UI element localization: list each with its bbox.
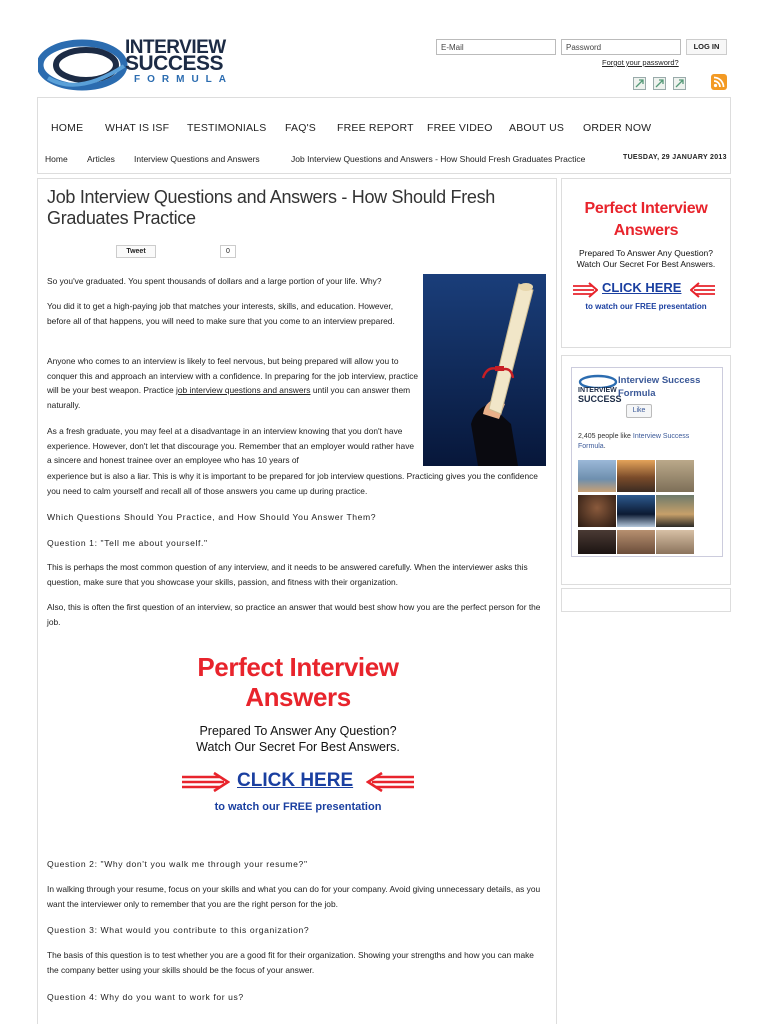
share-icon-1[interactable] (633, 77, 646, 90)
fb-people-link[interactable]: Interview Success Formula (578, 433, 690, 450)
sidebar-ad-footer: to watch our FREE presentation (585, 302, 707, 311)
sidebar-ad-click-row (566, 280, 726, 302)
fan-avatar-5[interactable] (617, 495, 655, 527)
share-icon-2[interactable] (653, 77, 666, 90)
question-1-paragraph-1: This is perhaps the most common question of any interview, and it needs to be answered carefully. When the interviewer asks this question, make sure that you showcase your skills, passion, and fitness with their organization. (47, 562, 528, 587)
question-1-paragraph-2: Also, this is often the first question of an interview, so practice an answer that would best show how you are the perfect person for the job. (47, 602, 541, 627)
arrow-right-icon (180, 771, 230, 793)
ad-headline-1: Perfect Interview (197, 652, 399, 682)
sidebar-empty-box (561, 588, 731, 612)
nav-faqs[interactable]: FAQ'S (285, 122, 317, 134)
fan-avatar-9[interactable] (656, 530, 694, 554)
fan-avatar-3[interactable] (656, 460, 694, 492)
sidebar-arrow-right-icon (572, 282, 598, 298)
fan-avatar-4[interactable] (578, 495, 616, 527)
logo-swoosh-icon (38, 36, 128, 94)
nav-free-video[interactable]: FREE VIDEO (427, 122, 493, 134)
sidebar-arrow-left-icon (690, 282, 716, 298)
question-4-heading: Question 4: Why do you want to work for us? (47, 992, 244, 1002)
link-job-interview-qa[interactable]: job interview questions and answers (175, 385, 311, 395)
fan-avatar-7[interactable] (578, 530, 616, 554)
article-title: Job Interview Questions and Answers - How Should Fresh Graduates Practice (47, 187, 496, 228)
paragraph-2: You did it to get a high-paying job that matches your interests, skills, and education. However, before all of that happens, you will need to make sure that you come to an interview prepared. (47, 301, 395, 326)
fan-avatar-8[interactable] (617, 530, 655, 554)
sidebar-ad-subline-2: Watch Our Secret For Best Answers. (576, 259, 716, 269)
paragraph-4b: experience but is also a liar. This is why it is important to be prepared for job interview questions. Practicing gives you the confidence you need to calm yourself and recall all of those answers you came up during practice. (47, 471, 538, 496)
paragraph-4a: As a fresh graduate, you may feel at a disadvantage in an interview knowing that you don't have experience. However, don't let that discourage you. Remember that an employer would rather have a sincere and honest trainee over an employee who has 10 years of (47, 426, 415, 465)
ad-subline-1: Prepared To Answer Any Question? (199, 724, 397, 738)
ad-banner-main[interactable] (150, 652, 446, 842)
fb-page-name[interactable]: Interview Success Formula (618, 375, 701, 399)
paragraph-1: So you've graduated. You spent thousands of dollars and a large portion of your life. Why? (47, 276, 382, 286)
fan-avatar-2[interactable] (617, 460, 655, 492)
sidebar-ad-click-here[interactable]: CLICK HERE (602, 280, 682, 295)
heading-which-questions: Which Questions Should You Practice, and How Should You Answer Them? (47, 512, 377, 522)
share-count: 0 (220, 245, 236, 258)
sidebar-ad-subline-1: Prepared To Answer Any Question? (578, 248, 714, 258)
ad-click-row (150, 768, 446, 798)
current-date: TUESDAY, 29 JANUARY 2013 (623, 154, 727, 161)
sidebar-ad-headline-2: Answers (613, 222, 679, 239)
facebook-like-box (571, 367, 723, 557)
ad-subline-2: Watch Our Secret For Best Answers. (196, 740, 400, 754)
fb-like-button[interactable]: Like (626, 404, 652, 418)
nav-what-is-isf[interactable]: WHAT IS ISF (105, 122, 170, 134)
mini-logo-text-1: INTERVIEW (578, 387, 617, 394)
email-field[interactable]: E-Mail (436, 39, 556, 55)
nav-free-report[interactable]: FREE REPORT (337, 122, 414, 134)
forgot-password-link[interactable]: Forgot your password? (602, 58, 679, 67)
share-icon-3[interactable] (673, 77, 686, 90)
logo-text-formula: FORMULA (134, 74, 233, 85)
question-1-heading: Question 1: "Tell me about yourself." (47, 538, 208, 548)
mini-logo-text-2: SUCCESS (578, 394, 622, 404)
password-field[interactable]: Password (561, 39, 681, 55)
fan-avatar-1[interactable] (578, 460, 616, 492)
nav-about-us[interactable]: ABOUT US (509, 122, 565, 134)
fan-avatar-6[interactable] (656, 495, 694, 527)
paragraph-3: Anyone who comes to an interview is likely to feel nervous, but being prepared will allow you to conquer this and approach an interview with a confidence. In preparing for the job interview, practice will be your best weapon. Practice job interview questions and answers until you can answer them naturally. (47, 356, 419, 410)
nav-testimonials[interactable]: TESTIMONIALS (187, 122, 267, 134)
site-logo[interactable] (38, 36, 238, 92)
tweet-button[interactable]: Tweet (116, 245, 156, 258)
breadcrumb-articles[interactable]: Articles (87, 154, 115, 164)
login-button[interactable]: LOG IN (686, 39, 727, 55)
fb-page-logo[interactable] (578, 374, 622, 406)
sidebar-ad-headline-1: Perfect Interview (584, 200, 708, 217)
logo-text-success: SUCCESS (125, 52, 224, 75)
ad-headline-2: Answers (245, 682, 351, 712)
mini-logo-swoosh-icon (578, 374, 618, 388)
question-3-paragraph: The basis of this question is to test whether you are a good fit for their organization. Showing your strengths and how you can make the company better using your skills should be the focus of your answer. (47, 950, 534, 975)
rss-icon[interactable] (711, 74, 727, 90)
question-2-paragraph: In walking through your resume, focus on your skills and what you can do for your company. Avoid giving unnecessary details, as you want the interviewer only to remember that you are the right person for the job. (47, 884, 541, 909)
question-3-heading: Question 3: What would you contribute to this organization? (47, 925, 310, 935)
question-2-heading: Question 2: "Why don't you walk me through your resume?" (47, 859, 308, 869)
graduate-diploma-image (423, 274, 546, 466)
ad-click-here[interactable]: CLICK HERE (237, 770, 354, 791)
breadcrumb-home[interactable]: Home (45, 154, 68, 164)
sidebar-ad-banner[interactable] (566, 198, 726, 338)
breadcrumb-current: Job Interview Questions and Answers - How Should Fresh Graduates Practice (291, 154, 586, 164)
arrow-left-icon (366, 771, 416, 793)
nav-home[interactable]: HOME (51, 122, 84, 134)
fb-people-count: 2,405 people like Interview Success Formula. (578, 433, 690, 450)
nav-order-now[interactable]: ORDER NOW (583, 122, 652, 134)
ad-footer: to watch our FREE presentation (214, 801, 382, 813)
logo-text-interview: INTERVIEW (125, 37, 226, 58)
breadcrumb-category[interactable]: Interview Questions and Answers (134, 154, 260, 164)
